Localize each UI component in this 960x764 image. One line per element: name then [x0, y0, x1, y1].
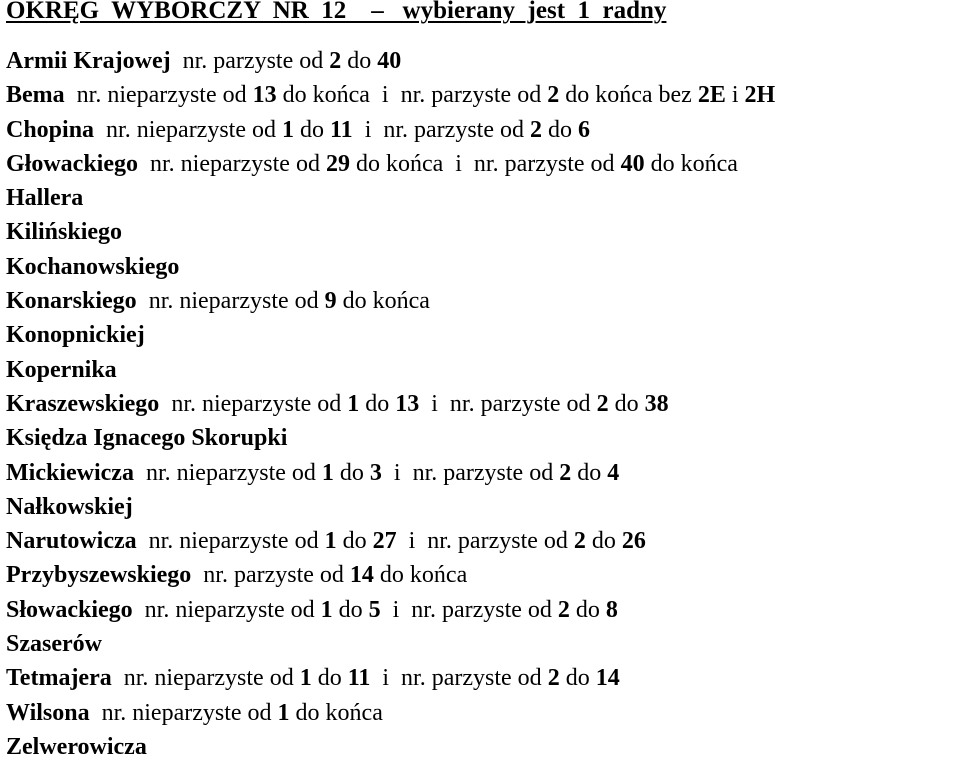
range-description: do	[294, 116, 330, 143]
range-description: do	[359, 390, 396, 417]
house-number: 2	[557, 596, 570, 623]
range-description: do końca	[373, 562, 468, 589]
street-row	[6, 387, 775, 421]
street-row	[6, 250, 775, 284]
range-description: nr. nieparzyste od	[136, 288, 325, 315]
range-description: do	[608, 390, 645, 417]
range-description: nr. nieparzyste od	[136, 528, 325, 555]
house-number: 11	[347, 665, 371, 692]
range-description: i nr. parzyste od	[352, 116, 530, 143]
range-description: do końca	[644, 150, 738, 177]
street-name: Przybyszewskiego	[6, 562, 192, 589]
house-number: 2	[547, 82, 560, 109]
house-number: 2	[573, 528, 586, 555]
street-row	[6, 524, 775, 558]
range-description: do końca	[289, 699, 383, 726]
street-name: Księdza Ignacego Skorupki	[6, 425, 288, 452]
house-number: 2	[596, 390, 609, 417]
range-description: do	[336, 528, 373, 555]
house-number: 1	[347, 390, 360, 417]
range-description: do końca bez	[559, 82, 698, 109]
house-number: 3	[369, 459, 382, 486]
house-number: 1	[324, 528, 337, 555]
range-description: do końca i nr. parzyste od	[349, 150, 621, 177]
range-description: i nr. parzyste od	[396, 528, 574, 555]
street-row	[6, 284, 775, 318]
street-name: Wilsona	[6, 699, 90, 726]
house-number: 6	[577, 116, 590, 143]
house-number: 13	[395, 390, 420, 417]
street-name: Kraszewskiego	[6, 390, 160, 417]
street-row	[6, 318, 775, 352]
street-row	[6, 147, 775, 181]
house-number: 1	[282, 116, 294, 143]
house-number: 2	[547, 665, 560, 692]
street-name: Nałkowskiej	[6, 493, 133, 520]
range-description: i nr. parzyste od	[381, 459, 560, 486]
range-description: do	[559, 665, 596, 692]
street-row	[6, 421, 775, 455]
house-number: 5	[368, 596, 381, 623]
house-number: 1	[320, 596, 333, 623]
range-description: nr. nieparzyste od	[132, 596, 321, 623]
house-number: 40	[377, 48, 402, 74]
street-row	[6, 627, 775, 661]
street-name: Chopina	[6, 116, 95, 143]
house-number: 1	[321, 459, 334, 486]
street-name: Kochanowskiego	[6, 253, 180, 280]
house-number: 14	[349, 562, 374, 589]
range-description: do	[311, 665, 348, 692]
house-number: 2E	[697, 82, 726, 109]
house-number: 1	[277, 699, 290, 726]
street-name: Mickiewicza	[6, 459, 134, 486]
range-description: i nr. parzyste od	[370, 665, 548, 692]
house-number: 38	[644, 390, 669, 417]
street-row	[6, 696, 775, 730]
street-name: Hallera	[6, 185, 84, 212]
range-description: i nr. parzyste od	[380, 596, 558, 623]
house-number: 40	[620, 150, 645, 177]
range-description: do	[569, 596, 606, 623]
street-name: Kopernika	[6, 356, 117, 383]
street-name: Bema	[6, 82, 65, 109]
street-row	[6, 353, 775, 387]
range-description: do	[341, 48, 378, 74]
range-description: i nr. parzyste od	[419, 390, 597, 417]
range-description: nr. parzyste od	[191, 562, 350, 589]
house-number: 9	[324, 288, 337, 315]
house-number: 27	[372, 528, 397, 555]
street-row	[6, 661, 775, 695]
range-description: do	[332, 596, 369, 623]
range-description: do końca	[336, 288, 430, 315]
house-number: 2	[559, 459, 572, 486]
house-number: 1	[299, 665, 312, 692]
range-description: nr. nieparzyste od	[89, 699, 278, 726]
range-description: do końca i nr. parzyste od	[276, 82, 548, 109]
range-description: do	[585, 528, 622, 555]
house-number: 4	[607, 459, 620, 486]
house-number: 14	[595, 665, 620, 692]
range-description: nr. nieparzyste od	[111, 665, 300, 692]
street-name: Konarskiego	[6, 288, 137, 315]
range-description: nr. nieparzyste od	[94, 116, 282, 143]
range-description: do	[541, 116, 578, 143]
street-name: Słowackiego	[6, 596, 133, 623]
range-description: nr. nieparzyste od	[159, 390, 348, 417]
street-row	[6, 593, 775, 627]
street-name: Szaserów	[6, 631, 102, 658]
house-number: 26	[621, 528, 646, 555]
house-number: 2	[529, 116, 542, 143]
street-name: Tetmajera	[6, 665, 112, 692]
range-description: i	[725, 82, 745, 109]
street-name: Narutowicza	[6, 528, 137, 555]
street-row	[6, 78, 775, 112]
range-description: nr. parzyste od	[170, 48, 330, 74]
range-description: nr. nieparzyste od	[133, 459, 322, 486]
street-row	[6, 490, 775, 524]
street-row	[6, 456, 775, 490]
house-number: 29	[325, 150, 350, 177]
house-number: 13	[252, 82, 277, 109]
street-list	[6, 44, 775, 764]
district-heading: OKRĘG WYBORCZY NR 12 – wybierany jest 1 radny	[6, 0, 667, 24]
range-description: do	[571, 459, 608, 486]
street-name: Głowackiego	[6, 150, 138, 177]
street-row	[6, 215, 775, 249]
house-number: 11	[330, 116, 353, 143]
street-name: Konopnickiej	[6, 322, 145, 349]
street-row	[6, 558, 775, 592]
street-name: Armii Krajowej	[6, 48, 171, 74]
range-description: nr. nieparzyste od	[64, 82, 253, 109]
house-number: 2H	[744, 82, 776, 109]
street-row	[6, 730, 775, 764]
street-name: Kilińskiego	[6, 219, 123, 246]
street-name: Zelwerowicza	[6, 733, 147, 760]
street-row	[6, 181, 775, 215]
house-number: 2	[329, 48, 342, 74]
street-row	[6, 113, 775, 147]
range-description: nr. nieparzyste od	[138, 150, 326, 177]
house-number: 8	[605, 596, 618, 623]
range-description: do	[333, 459, 370, 486]
street-row	[6, 44, 775, 78]
